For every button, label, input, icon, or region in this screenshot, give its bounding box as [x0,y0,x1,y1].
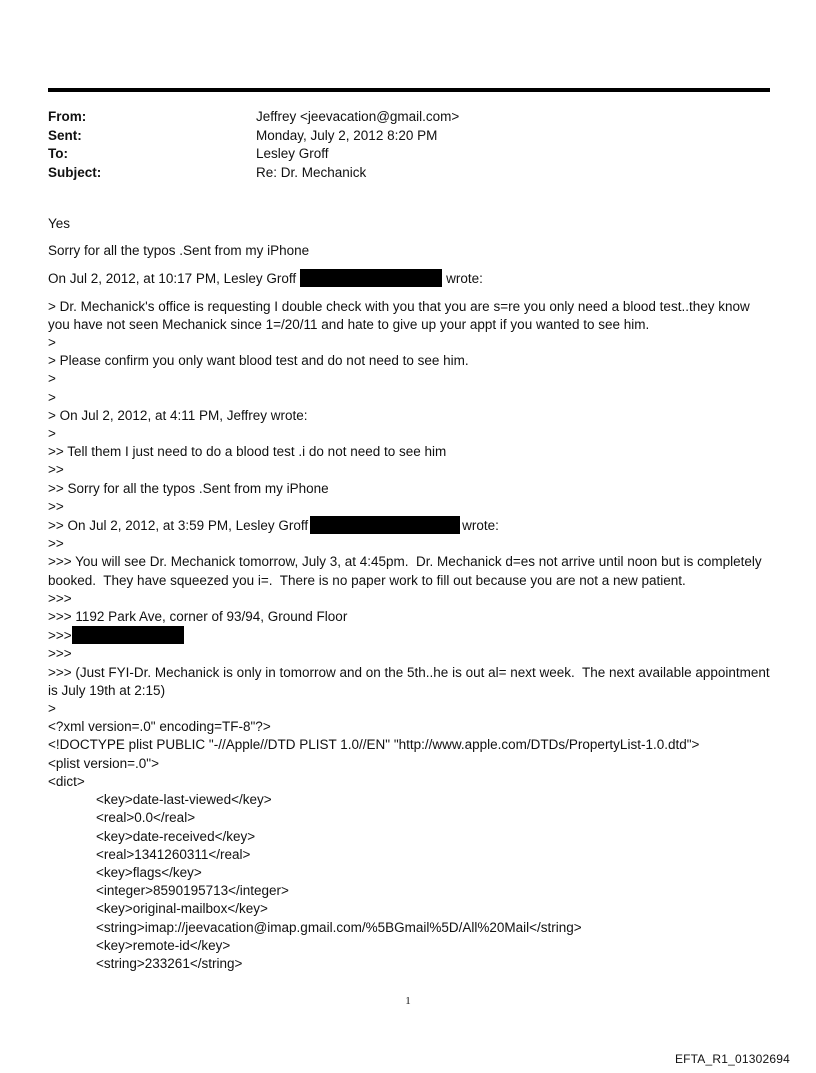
quoted-line: > Please confirm you only want blood test and do not need to see him. [48,353,469,369]
from-row [48,108,459,127]
xml-line: <real>1341260311</real> [96,846,251,862]
xml-line: <integer>8590195713</integer> [96,883,289,899]
quoted-line: >>> You will see Dr. Mechanick tomorrow, July 3, at 4:45pm. Dr. Mechanick d=es not arrive until noon but is completely booked. They have squeezed you i=. There is no paper work to fill out because you are not a new patient. [48,554,766,588]
xml-line: <key>remote-id</key> [96,937,231,953]
xml-line: <string>imap://jeevacation@imap.gmail.com/%5BGmail%5D/All%20Mail</string> [96,919,582,935]
subject-label: Subject: [48,164,102,180]
attribution-wrote: wrote: [462,518,499,534]
quoted-line: > [48,389,56,405]
xml-line: <dict> [48,773,85,789]
sent-label: Sent: [48,127,82,143]
quoted-line: > [48,335,56,351]
quoted-line: >>> [48,646,72,662]
xml-line: <plist version=.0"> [48,755,159,771]
subject-row [48,164,459,183]
quoted-line: >>> (Just FYI-Dr. Mechanick is only in tomorrow and on the 5th..he is out al= next week. The next available appointment is July 19th at 2:15) [48,664,774,698]
quoted-line: >> Sorry for all the typos .Sent from my iPhone [48,480,329,496]
xml-line: <string>233261</string> [96,955,243,971]
sent-value: Monday, July 2, 2012 8:20 PM [256,127,438,143]
quote-attribution [48,269,770,288]
quote-marker: >>> [48,628,72,644]
quoted-redacted-line [48,626,770,645]
quoted-line: >> [48,498,64,514]
xml-line: <key>date-received</key> [96,828,256,844]
header-rule [48,88,770,92]
quoted-line: > [48,701,56,717]
to-label: To: [48,146,68,162]
attribution-wrote: wrote: [446,271,483,287]
quoted-line: >> [48,536,64,552]
quoted-attribution [48,516,770,535]
quoted-line: >>> 1192 Park Ave, corner of 93/94, Ground Floor [48,609,348,625]
quoted-line: > [48,371,56,387]
xml-line: <!DOCTYPE plist PUBLIC "-//Apple//DTD PLIST 1.0//EN" "http://www.apple.com/DTDs/PropertyList-1.0.dtd"> [48,737,700,753]
redaction-block [300,269,442,287]
xml-line: <real>0.0</real> [96,810,196,826]
quoted-line: >> Tell them I just need to do a blood test .i do not need to see him [48,444,447,460]
quoted-line: > On Jul 2, 2012, at 4:11 PM, Jeffrey wrote: [48,407,308,423]
to-row [48,145,459,164]
email-header [48,108,459,182]
xml-line: <?xml version=.0" encoding=TF-8"?> [48,719,271,735]
sent-row [48,127,459,146]
quoted-line: > [48,426,56,442]
subject-value: Re: Dr. Mechanick [256,164,367,180]
from-value: Jeffrey <jeevacation@gmail.com> [256,109,460,124]
reply-text: Yes [48,216,71,231]
email-body [48,215,774,973]
redaction-block [72,626,184,644]
quoted-line: >>> [48,590,72,606]
xml-line: <key>flags</key> [96,864,202,880]
xml-line: <key>date-last-viewed</key> [96,792,272,808]
to-value: Lesley Groff [256,146,329,162]
page-number: 1 [405,995,411,1007]
document-stamp: EFTA_R1_01302694 [674,1052,790,1066]
quoted-line: >> [48,462,64,478]
redaction-block [310,516,460,534]
from-label: From: [48,109,87,124]
attribution-text: On Jul 2, 2012, at 10:17 PM, Lesley Groff [48,271,297,287]
quoted-line: > Dr. Mechanick's office is requesting I double check with you that you are s=re you only need a blood test..they know you have not seen Mechanick since 1=/20/11 and hate to give up your appt if you wanted to see him. [48,298,754,332]
attribution-text: >> On Jul 2, 2012, at 3:59 PM, Lesley Groff [48,518,309,534]
xml-line: <key>original-mailbox</key> [96,901,268,917]
signature-line: Sorry for all the typos .Sent from my iPhone [48,243,310,259]
